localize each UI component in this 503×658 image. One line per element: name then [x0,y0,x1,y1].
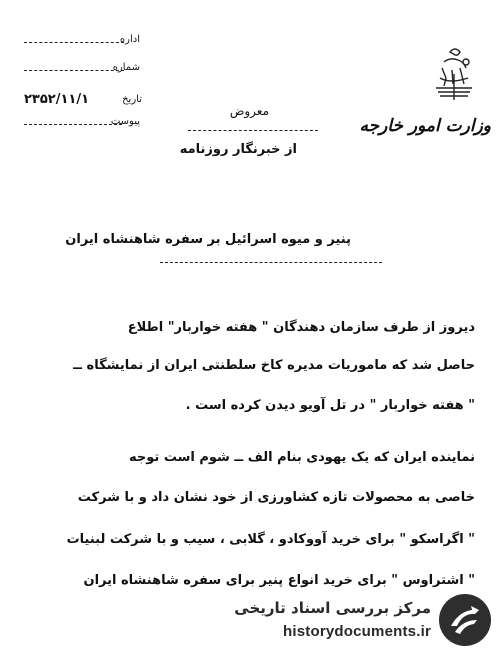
body-line-5: خاصی به محصولات تازه کشاورزی از خود نشان داد و با شرکت [77,490,475,505]
body-line-7: " اشتراوس " برای خرید انواع پنیر برای سفره شاهنشاه ایران [83,573,475,588]
field-date-value: ۲۳۵۲/۱۱/۱ [24,92,90,107]
field-office-label: اداره [119,34,140,45]
sender-line: از خبرنگار روزنامه [179,142,297,157]
ministry-name: وزارت امور خارجه [359,116,491,136]
body-line-2: حاصل شد که ماموریات مدیره کاخ سلطنتی ایران از نمایشگاه ــ [73,358,475,373]
watermark-title: مرکز بررسی اسناد تاریخی [234,599,431,617]
field-date [20,92,142,110]
recipient-label: معروض [229,104,269,118]
body-line-4: نماینده ایران که یک یهودی بنام الف ــ شوم است توجه [129,450,475,465]
field-attachment-line [24,124,122,125]
field-office-line [24,42,124,43]
watermark [215,588,497,652]
recipient-dash-line [188,130,318,131]
watermark-url: historydocuments.ir [283,623,431,640]
subject-title: پنیر و میوه اسرائیل بر سفره شاهنشاه ایران [65,232,351,247]
field-office [24,34,140,48]
field-number-label: شماره [112,62,140,73]
body-line-3: " هفته خواربار " در تل آویو دیدن کرده است . [185,398,475,413]
field-number-line [24,70,124,71]
field-date-label: تاریخ [122,94,142,105]
body-line-6: " اگراسکو " برای خرید آووکادو ، گلابی ، سیب و با شرکت لبنیات [66,532,475,547]
subject-underline [160,262,382,263]
field-number [24,62,140,76]
archive-logo-icon [437,592,493,648]
field-attachment [24,116,140,130]
body-line-1: دیروز از طرف سازمان دهندگان " هفته خواربار" اطلاع [127,320,475,335]
lion-and-sun-emblem-icon [430,44,480,104]
field-attachment-label: پیوست [110,116,140,127]
